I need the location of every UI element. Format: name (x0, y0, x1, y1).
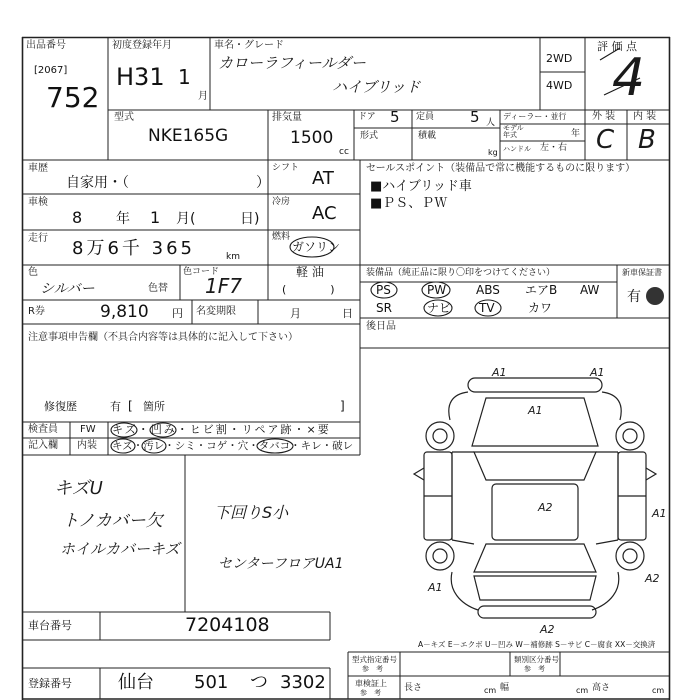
inspection-month: 1 (150, 208, 161, 227)
equipment-item: カワ (528, 301, 553, 315)
car-model-name: カローラフィールダー (218, 54, 366, 72)
fuel-other: ( ) (282, 283, 335, 296)
exterior-grade-label: 外 装 (592, 111, 616, 122)
notes-label: 注意事項申告欄（不具合内容等は具体的に記入して下さい） (28, 332, 298, 343)
warranty-value: 有 (627, 289, 641, 305)
equipment-item: PS (376, 283, 391, 297)
fuel-diesel: 軽 油 (296, 265, 324, 279)
registration-area: 仙台 (118, 672, 154, 693)
equipment-item: SR (376, 301, 392, 315)
type-approval-note: 参 考 (362, 665, 383, 673)
damage-mark: A1 (492, 366, 507, 379)
warranty-label: 新車保証書 (622, 268, 662, 277)
dealer-label: ディーラー・並行 (503, 112, 567, 121)
capacity-value: 5 (470, 108, 480, 126)
category-label: 類別区分番号 (514, 655, 559, 664)
displacement-value: 1500 (290, 128, 334, 148)
shift-label: シフト (272, 163, 300, 173)
equipment-item: AW (580, 283, 600, 297)
displacement-label: 排気量 (272, 112, 302, 123)
color-change-label: 色替 (148, 283, 168, 294)
body-form-label: 形式 (360, 131, 379, 141)
interior-grade: B (638, 125, 656, 155)
first-registration-month-unit: 月 (198, 91, 208, 102)
equipment-label: 装備品（純正品に限り〇印をつけてください） (366, 268, 556, 278)
damage-legend: A－キズ E－エクボ U－凹み W－補修跡 S－サビ C－腐食 XX－交換済 (418, 640, 656, 649)
fuel-gasoline: ガソリン (292, 240, 341, 254)
model-code-value: NKE165G (148, 126, 229, 146)
inspector-interior-label: 内装 (77, 440, 97, 451)
registration-number: 3302 (280, 672, 326, 693)
history-label: 車歴 (28, 163, 48, 174)
name-change-month-unit: 月 (290, 307, 301, 320)
mileage-value: 8万6千 365 (72, 238, 195, 259)
registration-label: 登録番号 (28, 677, 72, 690)
capacity-unit: 人 (486, 118, 496, 128)
model-code-label: 型式 (114, 112, 134, 123)
handwritten-note: センターフロアUA1 (218, 556, 344, 572)
drive-4wd: 4WD (546, 79, 573, 92)
sales-point-item: ■ＰＳ、ＰＷ (370, 196, 448, 211)
doors-label: ドア (358, 112, 376, 122)
car-grade: ハイブリッド (332, 78, 421, 96)
recycle-unit: 円 (172, 307, 183, 320)
chassis-label: 車台番号 (28, 619, 72, 632)
width-label: 幅 (500, 683, 510, 693)
certificate-label: 車検証上 (355, 679, 387, 688)
first-registration-year: H31 (116, 63, 165, 91)
lot-number-label: 出品番号 (26, 40, 66, 51)
registration-class: 501 (194, 672, 229, 693)
damage-mark: A1 (652, 507, 667, 520)
mileage-unit: km (226, 252, 240, 262)
height-label: 高さ (592, 683, 611, 693)
repair-bracket-close: ] (340, 399, 345, 413)
ac-value: AC (312, 203, 337, 224)
inspector-interior-items: キズ・汚レ・シミ・コゲ・穴・タバコ・キレ・破レ (112, 440, 354, 452)
later-items-label: 後日品 (366, 321, 396, 332)
load-unit: kg (488, 148, 498, 157)
category-note: 参 考 (524, 665, 545, 673)
type-approval-label: 型式指定番号 (352, 655, 397, 664)
color-code-value: 1F7 (205, 274, 242, 298)
lot-code: [2067] (34, 65, 68, 76)
width-unit: cm (576, 686, 589, 695)
repair-history-label: 修復歴 (44, 400, 77, 413)
length-unit: cm (484, 686, 497, 695)
capacity-label: 定員 (416, 112, 435, 122)
sales-point-item: ■ハイブリッド車 (370, 179, 472, 194)
first-registration-month: 1 (178, 65, 191, 89)
equipment-item: エアB (525, 283, 558, 297)
displacement-unit: cc (339, 147, 349, 157)
warranty-stamp (646, 287, 664, 305)
shift-value: AT (312, 168, 334, 189)
name-change-label: 名変期限 (196, 306, 236, 317)
inspector-label: 検査員 (28, 424, 58, 435)
doors-value: 5 (390, 108, 400, 126)
mileage-label: 走行 (28, 233, 48, 244)
exterior-grade: C (596, 125, 615, 155)
height-unit: cm (652, 686, 665, 695)
repair-bracket-open: [ (128, 399, 133, 413)
damage-mark: A2 (540, 623, 555, 636)
repair-count-label: 箇所 (143, 400, 165, 413)
inspector-exterior-label: FW (80, 424, 96, 435)
damage-mark: A1 (590, 366, 605, 379)
damage-mark: A2 (538, 501, 553, 514)
handwritten-note: 下回りS小 (214, 503, 289, 522)
history-value: 自家用・（ (66, 175, 129, 191)
color-value: シルバー (40, 281, 95, 297)
inspection-year: 8 (72, 208, 83, 227)
history-close: ） (256, 175, 270, 191)
drive-2wd: 2WD (546, 52, 573, 65)
repair-history-value: 有 (110, 400, 121, 413)
dealer-year-unit: 年 (571, 129, 581, 139)
inspection-label: 車検 (28, 197, 48, 208)
interior-grade-label: 内 装 (633, 111, 657, 122)
recycle-label: R券 (28, 306, 45, 317)
inspector-exterior-items: キズ・凹み・ヒビ割・リペア跡・×要 (112, 423, 331, 436)
chassis-number: 7204108 (185, 614, 270, 636)
first-registration-label: 初度登録年月 (112, 40, 172, 51)
entry-label: 記入欄 (28, 440, 58, 451)
sales-points-label: セールスポイント（装備品で常に機能するものに限ります） (366, 163, 636, 174)
dealer-model-label: モデル (503, 124, 524, 132)
color-code-label: 色コード (183, 267, 220, 277)
inspection-month-unit: 月( (176, 211, 196, 227)
inspection-day-unit: 日) (240, 211, 260, 227)
handle-label: ハンドル (503, 145, 531, 153)
score-value: 4 (612, 48, 646, 108)
handwritten-note: キズU (54, 478, 103, 499)
fuel-label: 燃料 (272, 232, 291, 242)
recycle-value: 9,810 (100, 302, 149, 322)
certificate-note: 参 考 (360, 689, 381, 697)
lot-number: 752 (46, 81, 100, 114)
handwritten-note: ホイルカバーキズ (60, 540, 180, 558)
dealer-year-label: 年式 (503, 131, 517, 139)
equipment-item: TV (479, 301, 495, 315)
load-label: 積載 (418, 131, 437, 141)
equipment-item: PW (427, 283, 447, 297)
handwritten-note: トノカバー欠 (62, 511, 163, 531)
damage-mark: A1 (428, 581, 443, 594)
inspection-year-unit: 年 (116, 211, 130, 227)
score-label: 評 価 点 (597, 40, 637, 53)
length-label: 長さ (404, 683, 423, 693)
color-label: 色 (28, 267, 38, 278)
damage-mark: A1 (528, 404, 543, 417)
ac-label: 冷房 (272, 197, 291, 207)
handle-options: 左・右 (540, 143, 568, 153)
car-name-label: 車名・グレード (214, 40, 284, 51)
name-change-day-unit: 日 (342, 307, 353, 320)
registration-kana: つ (250, 672, 268, 693)
damage-mark: A2 (645, 572, 660, 585)
equipment-item: ABS (476, 283, 500, 297)
equipment-item: ナビ (427, 301, 452, 315)
